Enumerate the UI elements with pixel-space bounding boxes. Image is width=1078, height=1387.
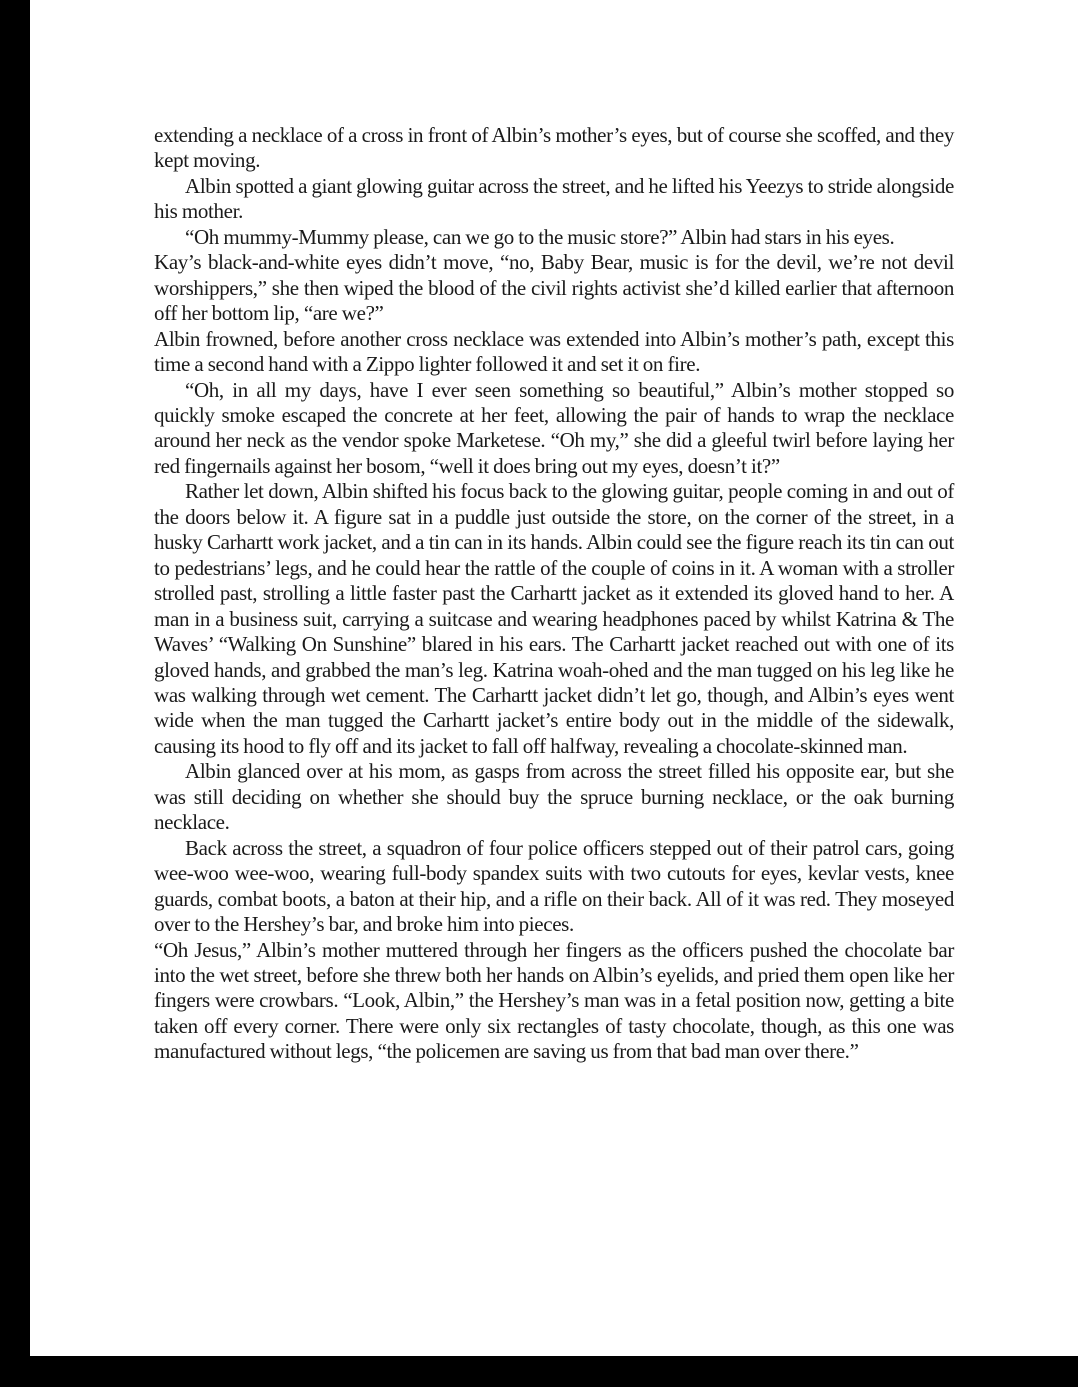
paragraph-6: “Oh, in all my days, have I ever seen something so beautiful,” Albin’s mother stopped so quickly smoke escaped the concrete at her feet, allowing the pair of hands to wrap the necklace around her neck as the vendor spoke Marketese. “Oh my,” she did a gleeful twirl before laying her red fingernails against her bosom, “well it does bring out my eyes, doesn’t it?”	[154, 377, 954, 478]
paragraph-2: Albin spotted a giant glowing guitar across the street, and he lifted his Yeezys to stride alongside his mother.	[154, 173, 954, 224]
paragraph-8: Albin glanced over at his mom, as gasps from across the street filled his opposite ear, but she was still deciding on whether she should buy the spruce burning necklace, or the oak burning necklace.	[154, 759, 954, 835]
paragraph-1: extending a necklace of a cross in front of Albin’s mother’s eyes, but of course she scoffed, and they kept moving.	[154, 123, 954, 173]
paragraph-9: Back across the street, a squadron of four police officers stepped out of their patrol cars, going wee-woo wee-woo, wearing full-body spandex suits with two cutouts for eyes, kevlar vests, knee guards, combat boots, a baton at their hip, and a rifle on their back. All of it was red. They moseyed over to the Hershey’s bar, and broke him into pieces.	[154, 835, 954, 937]
paragraph-5: Albin frowned, before another cross necklace was extended into Albin’s mother’s path, except this time a second hand with a Zippo lighter followed it and set it on fire.	[154, 326, 954, 377]
document-page	[30, 0, 1078, 1356]
body-text	[154, 123, 954, 1065]
paragraph-4: Kay’s black-and-white eyes didn’t move, “no, Baby Bear, music is for the devil, we’re not devil worshippers,” she then wiped the blood of the civil rights activist she’d killed earlier that afternoon off her bottom lip, “are we?”	[154, 250, 954, 326]
paragraph-7: Rather let down, Albin shifted his focus back to the glowing guitar, people coming in and out of the doors below it. A figure sat in a puddle just outside the store, on the corner of the street, in a husky Carhartt work jacket, and a tin can in its hands. Albin could see the figure reach its tin can out to pedestrians’ legs, and he could hear the rattle of the couple of coins in it. A woman with a stroller strolled past, strolling a little faster past the Carhartt jacket as it extended its gloved hand to her. A man in a business suit, carrying a suitcase and wearing headphones paced by whilst Katrina & The Waves’ “Walking On Sunshine” blared in his ears. The Carhartt jacket reached out with one of its gloved hands, and grabbed the man’s leg. Katrina woah-ohed and the man tugged on his leg like he was walking through wet cement. The Carhartt jacket didn’t let go, though, and Albin’s eyes went wide when the man tugged the Carhartt jacket’s entire body out in the middle of the sidewalk, causing its hood to fly off and its jacket to fall off halfway, revealing a chocolate-skinned man.	[154, 479, 954, 758]
paragraph-10: “Oh Jesus,” Albin’s mother muttered through her fingers as the officers pushed the chocolate bar into the wet street, before she threw both her hands on Albin’s eyelids, and pried them open like her fingers were crowbars. “Look, Albin,” the Hershey’s man was in a fetal position now, getting a bite taken off every corner. There were only six rectangles of tasty chocolate, though, as this one was manufactured without legs, “the policemen are saving us from that bad man over there.”	[154, 937, 954, 1064]
paragraph-3: “Oh mummy-Mummy please, can we go to the music store?” Albin had stars in his eyes.	[185, 224, 895, 249]
